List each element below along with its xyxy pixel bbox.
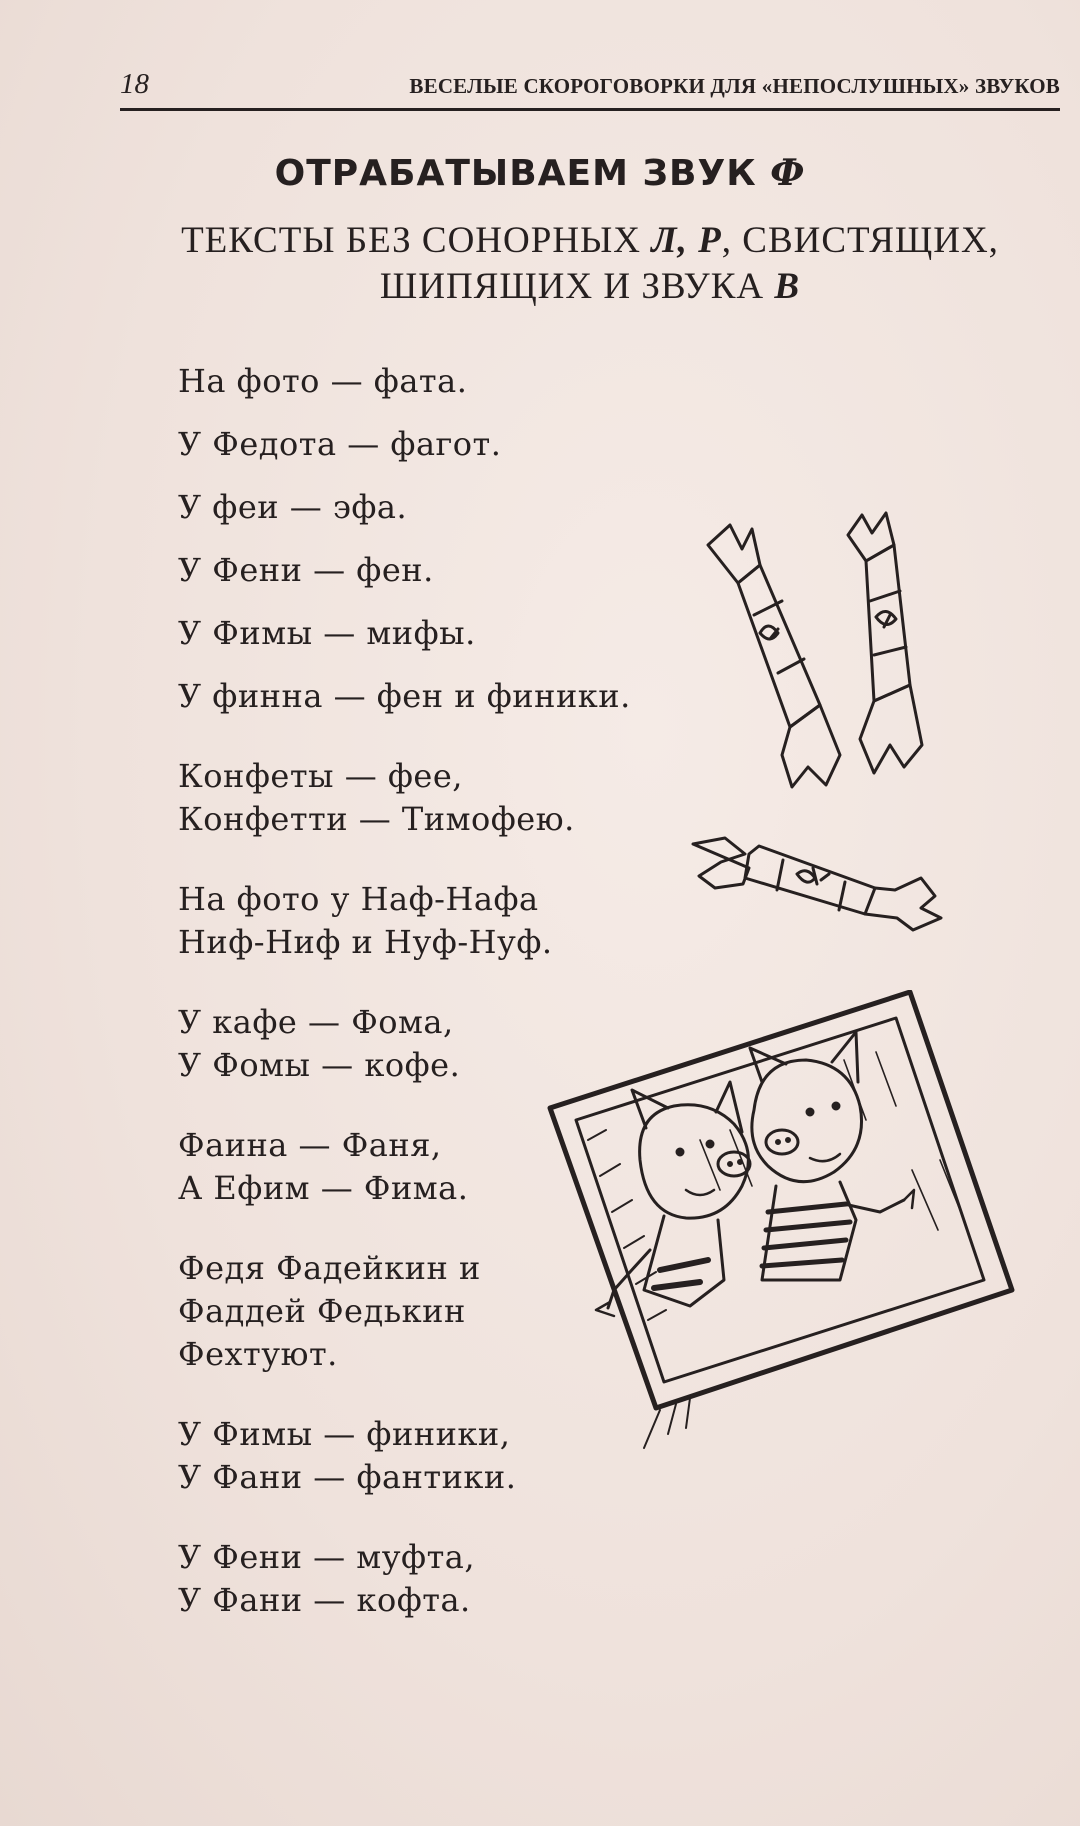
section-title-text: ОТРАБАТЫВАЕМ ЗВУК [274, 153, 771, 194]
verse-line: А Ефим — Фима. [178, 1169, 469, 1207]
verse-line: На фото — фата. [178, 362, 468, 400]
piglets-photo-illustration [540, 990, 1020, 1460]
verse-line: У феи — эфа. [178, 488, 408, 526]
section-subtitle [120, 218, 1060, 310]
verse-line: У финна — фен и финики. [178, 677, 631, 715]
verse-line: У Федота — фагот. [178, 425, 502, 463]
subtitle-text: ТЕКСТЫ БЕЗ СОНОРНЫХ [181, 220, 652, 261]
verse-line: Фехтуют. [178, 1335, 338, 1373]
verse-line: У Фомы — кофе. [178, 1046, 461, 1084]
section-title [0, 152, 1080, 194]
verse-line: На фото у Наф-Нафа [178, 880, 539, 918]
verse-line: У Фимы — финики, [178, 1415, 511, 1453]
subtitle-text: , СВИСТЯЩИХ, [721, 220, 999, 261]
verse-line: У Фани — фантики. [178, 1458, 517, 1496]
verse-line: У кафе — Фома, [178, 1003, 454, 1041]
subtitle-sounds: Л, Р [651, 220, 722, 261]
subtitle-text: ШИПЯЩИХ И ЗВУКА [379, 266, 775, 307]
subtitle-sound: В [774, 266, 801, 307]
subtitle-line-1 [120, 218, 1060, 264]
verse-line: Ниф-Ниф и Нуф-Нуф. [178, 923, 553, 961]
section-title-sound: Ф [770, 152, 806, 194]
verse-line: У Фени — муфта, [178, 1538, 476, 1576]
candies-illustration [690, 505, 930, 805]
verse-line: Фаина — Фаня, [178, 1126, 442, 1164]
verse-line: У Фени — фен. [178, 551, 434, 589]
candy-illustration [685, 818, 955, 938]
page-number: 18 [120, 68, 149, 100]
verse-line: Федя Фадейкин и [178, 1249, 481, 1287]
verse-line: Фаддей Федькин [178, 1292, 466, 1330]
subtitle-line-2 [120, 264, 1060, 310]
running-head: ВЕСЕЛЫЕ СКОРОГОВОРКИ ДЛЯ «НЕПОСЛУШНЫХ» ЗВУКОВ [409, 74, 1060, 98]
verse-line: Конфетти — Тимофею. [178, 800, 575, 838]
verse-line: У Фани — кофта. [178, 1581, 471, 1619]
header-rule [120, 108, 1060, 111]
verse-line: У Фимы — мифы. [178, 614, 476, 652]
verse-line: Конфеты — фее, [178, 757, 463, 795]
page-header [120, 62, 1060, 112]
